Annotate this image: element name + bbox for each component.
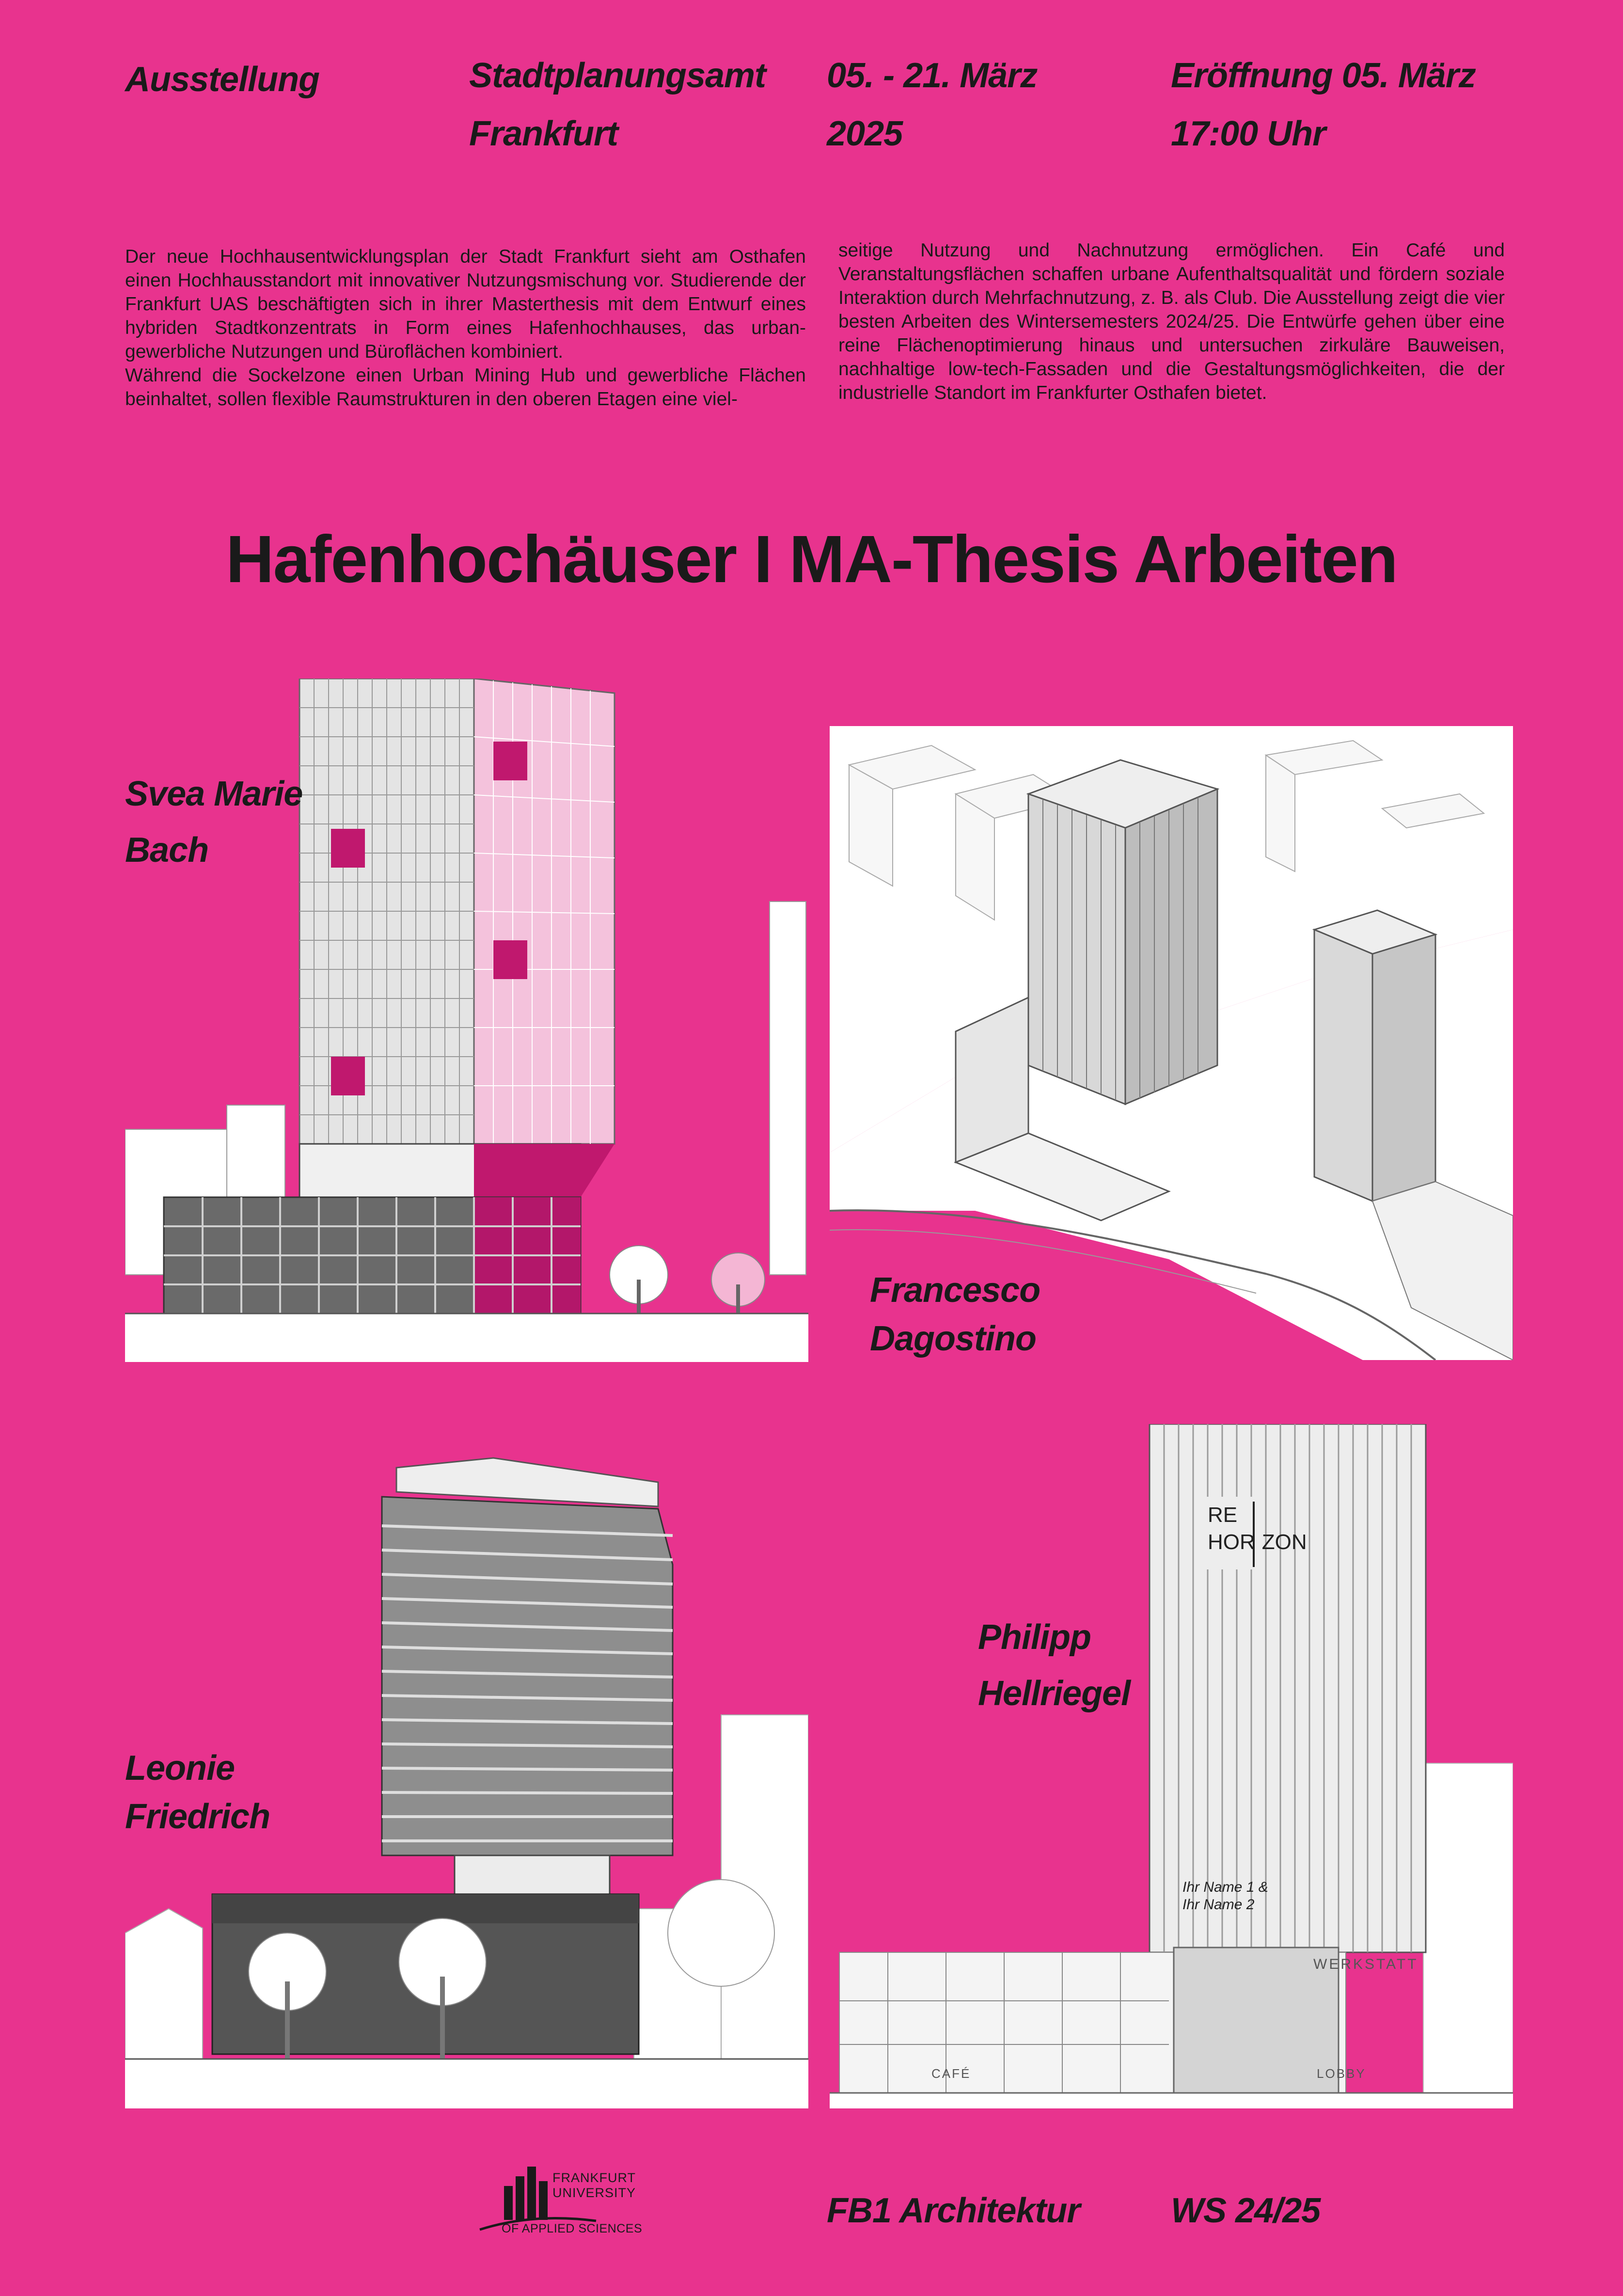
author-2-line2: Dagostino (870, 1319, 1036, 1358)
render4-logo-line2-wrap (1208, 1529, 1307, 1556)
intro-left (125, 245, 806, 411)
header-venue-line1: Stadtplanungsamt (469, 56, 766, 95)
header-opening-line1: Eröffnung 05. März (1171, 56, 1476, 95)
render4-logo-line2a: HOR (1208, 1530, 1255, 1554)
author-3-line2: Friedrich (125, 1797, 270, 1836)
university-name-line1: FRANKFURT (552, 2170, 636, 2185)
university-name-line2: UNIVERSITY (552, 2185, 636, 2200)
tower-perspective-drawing-4 (830, 1424, 1513, 2108)
render4-placeholder (1182, 1879, 1268, 1914)
footer-department: FB1 Architektur (827, 2191, 1080, 2230)
intro-right-paragraph: seitige Nutzung und Nachnutzung ermöglichen. Ein Café und Veranstaltungsflächen schaffen urbane Aufenthaltsqualität und fördern soziale Interaktion durch Mehrfachnutzung, z. B. als Club. Die Ausstellung zeigt die vier besten Arbeiten des Wintersemesters 2024/25. Die Entwürfe gehen über eine reine Flächenoptimierung hinaus und untersuchen zirkuläre Bauweisen, nachhaltige low-tech-Fassaden und die Gestaltungsmöglichkeiten, die der industrielle Standort im Frankfurter Osthafen bietet. (838, 240, 1505, 403)
intro-right (838, 238, 1505, 405)
render4-logo-line1: RE (1208, 1503, 1238, 1527)
render4-sign-cafe: CAFÉ (931, 2066, 971, 2081)
author-4-line2: Hellriegel (978, 1674, 1131, 1713)
header-dates-line2: 2025 (827, 114, 903, 153)
author-3-line1: Leonie (125, 1749, 235, 1788)
author-2-line1: Francesco (870, 1271, 1040, 1310)
university-logo-text (552, 2170, 636, 2201)
render4-sign-lobby: LOBBY (1317, 2066, 1366, 2081)
render4-placeholder-line2: Ihr Name 2 (1182, 1897, 1255, 1913)
university-name-line3: OF APPLIED SCIENCES (502, 2222, 643, 2235)
render4-sign-werkstatt: WERKSTATT (1313, 1956, 1418, 1972)
author-1-line2: Bach (125, 831, 209, 870)
intro-left-paragraph-2: Während die Sockelzone einen Urban Mining Hub und gewerbliche Flächen beinhaltet, sollen flexible Raumstrukturen in den oberen Etagen eine viel- (125, 365, 806, 410)
footer-semester: WS 24/25 (1171, 2191, 1321, 2230)
render4-logo-line2b: ZON (1261, 1530, 1307, 1554)
header-dates-line1: 05. - 21. März (827, 56, 1038, 95)
render4-placeholder-line1: Ihr Name 1 & (1182, 1879, 1268, 1895)
render4-logo (1208, 1502, 1307, 1556)
render-panel-4 (830, 1424, 1513, 2108)
header-opening-line2: 17:00 Uhr (1171, 114, 1326, 153)
author-4-line1: Philipp (978, 1618, 1091, 1657)
header-exhibition: Ausstellung (125, 60, 320, 99)
author-1-line1: Svea Marie (125, 775, 303, 813)
poster-title: Hafenhochäuser I MA-Thesis Arbeiten (225, 522, 1398, 597)
intro-left-paragraph-1: Der neue Hochhausentwicklungsplan der Stadt Frankfurt sieht am Osthafen einen Hochhausstandort mit innovativer Nutzungsmischung vor. Studierende der Frankfurt UAS beschäftigten sich in ihrer Masterthesis mit dem Entwurf eines hybriden Stadtkonzentrats in Form eines Hafenhochhauses, das urban-gewerbliche Nutzungen und Büroflächen kombiniert. (125, 246, 806, 362)
header-venue-line2: Frankfurt (469, 114, 618, 153)
